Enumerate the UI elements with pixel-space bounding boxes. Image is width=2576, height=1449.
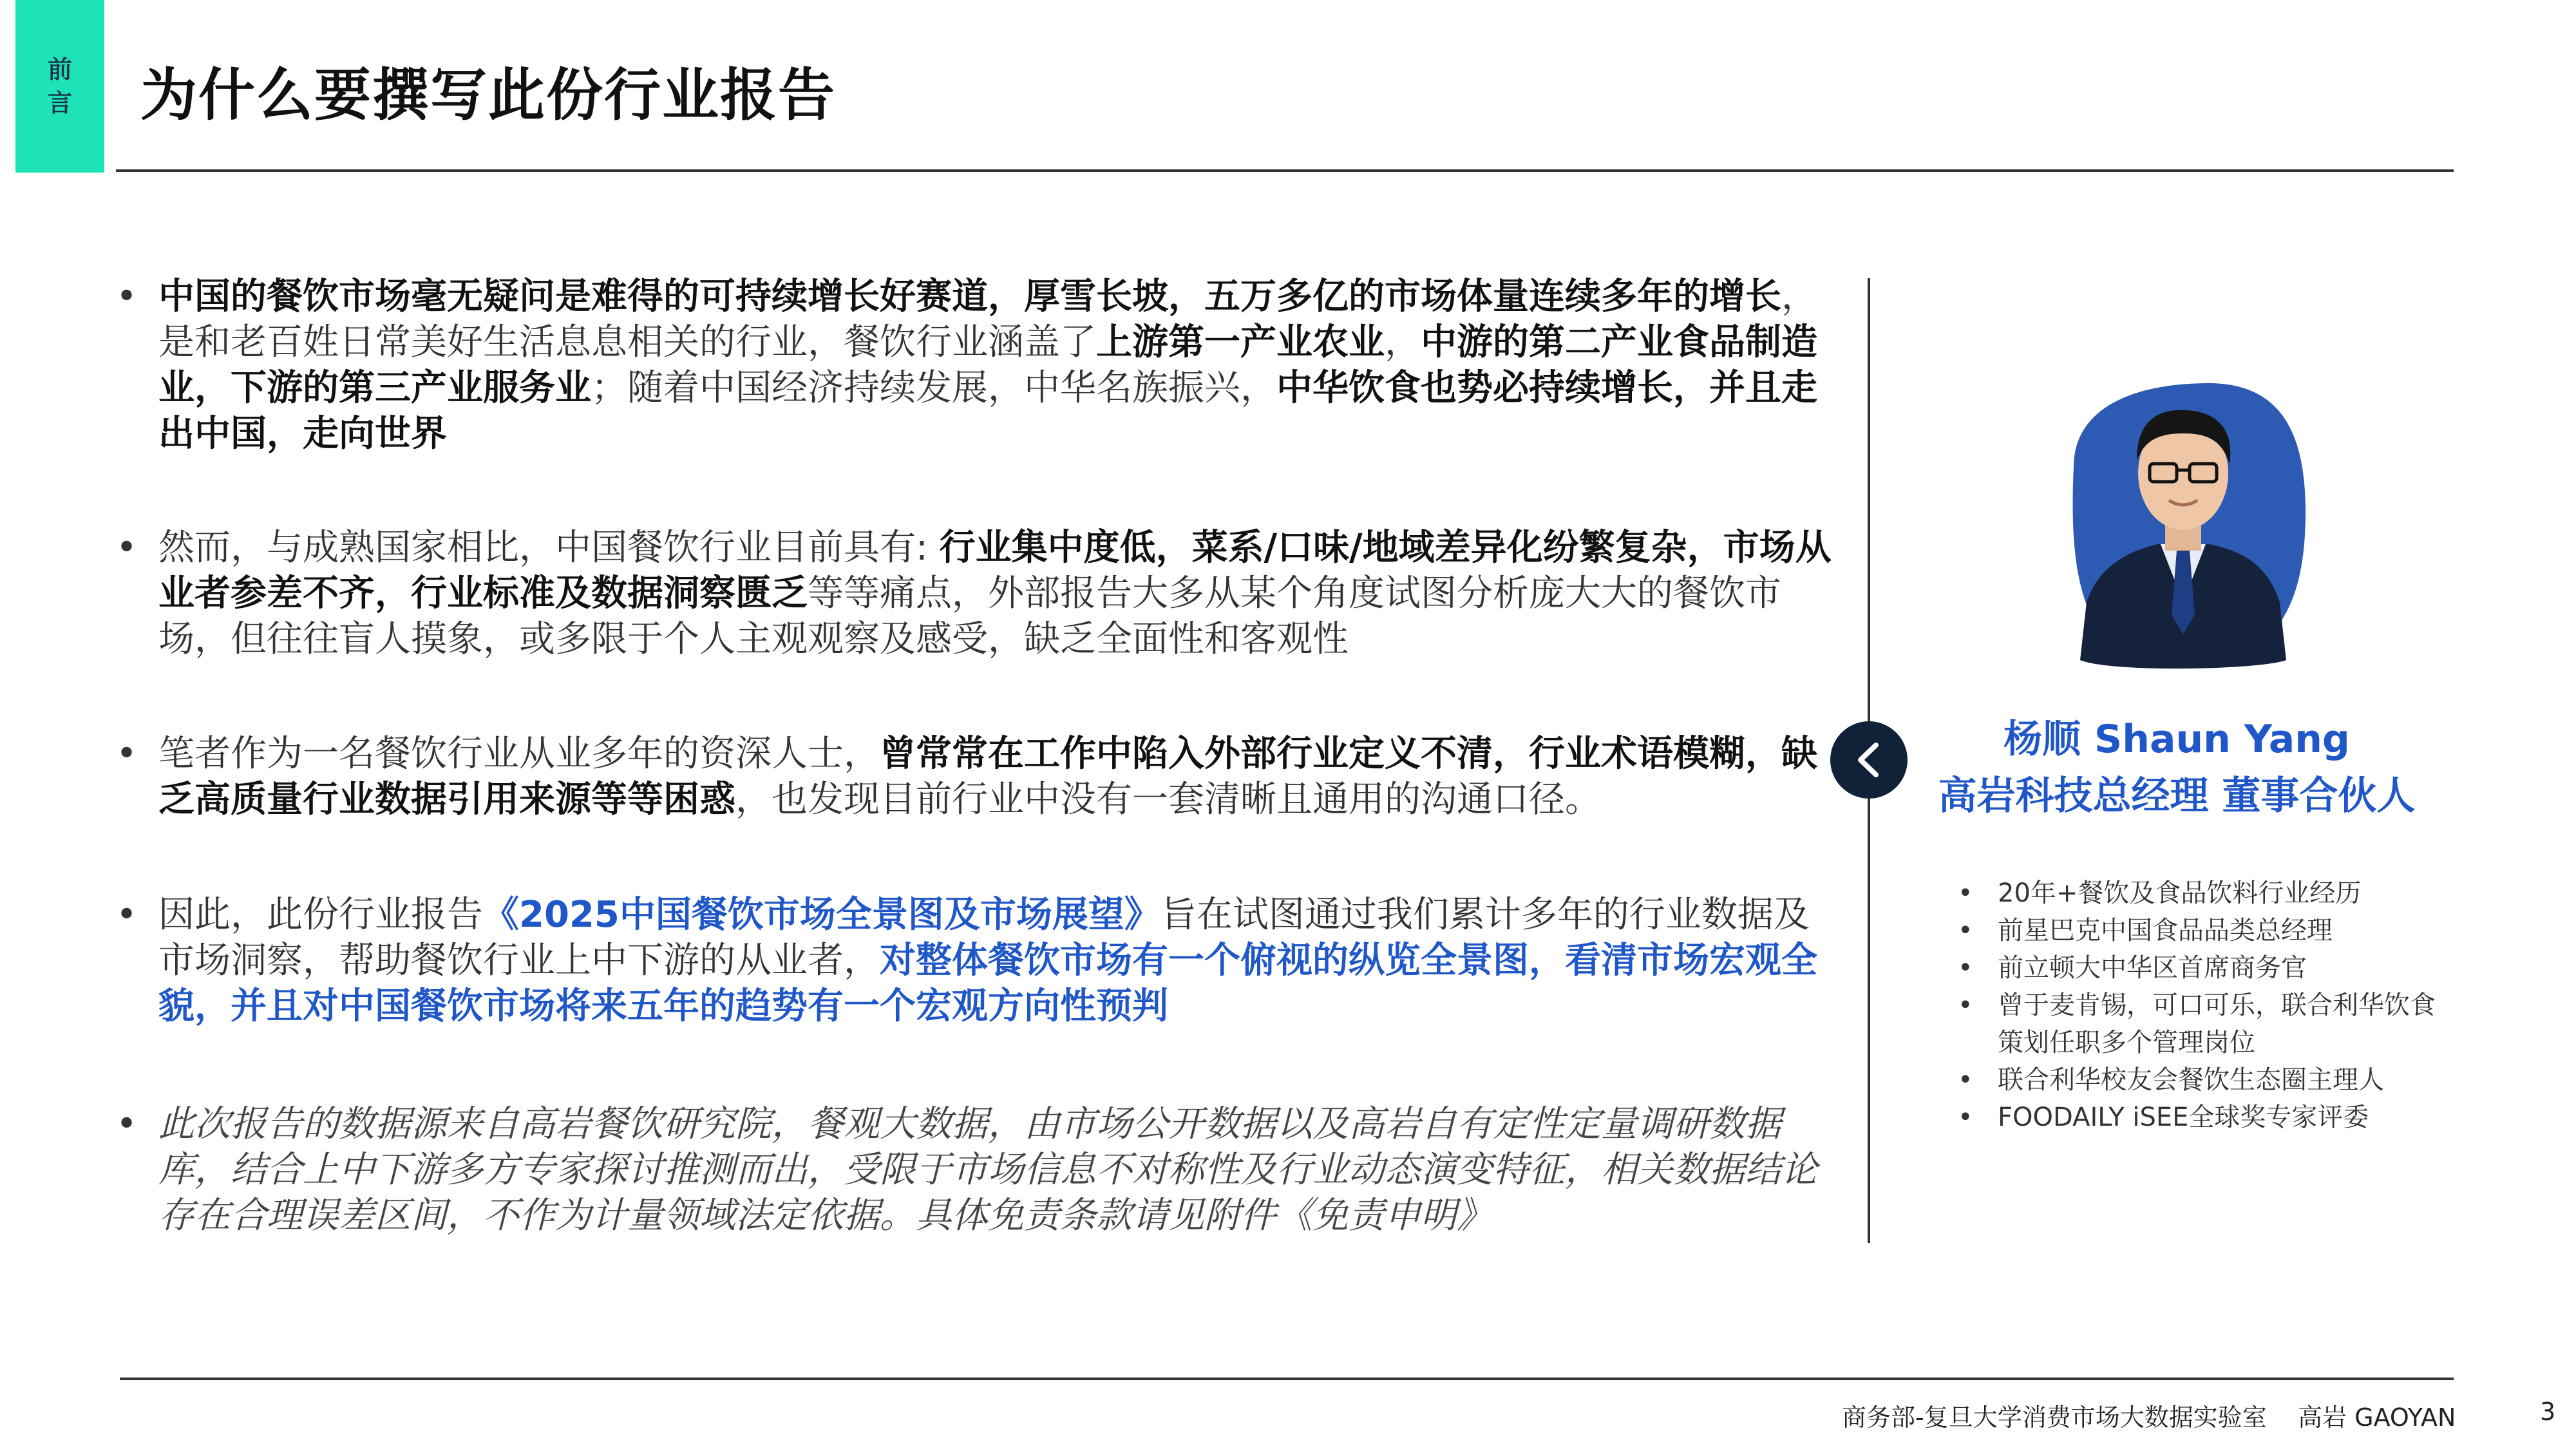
bullet-text-bold: 中游的第二产业食品制造业，下游的第三产业服务业: [158, 321, 1817, 409]
bullet-text: ，是和老百姓日常美好生活息息相关的行业，餐饮行业涵盖了: [158, 276, 1817, 363]
section-tag: [15, 0, 104, 173]
bullet-text-bold: 上游第一产业农业: [1096, 321, 1385, 363]
bullet-text: ，: [1385, 321, 1421, 363]
resume-item: • 前星巴克中国食品品类总经理: [1958, 912, 2447, 949]
profile-name: 杨顺 Shaun Yang: [2003, 717, 2350, 762]
footer-divider: [120, 1378, 2454, 1380]
profile-resume-list: [1958, 875, 2447, 1136]
bullet-text: 然而，与成熟国家相比，中国餐饮行业目前具有:: [158, 527, 940, 569]
bullet-item: [116, 274, 1833, 457]
disclaimer-text: 此次报告的数据源来自高岩餐饮研究院，餐观大数据，由市场公开数据以及高岩自有定性定量调研数据库，结合上中下游多方专家探讨推测而出，受限于市场信息不对称性及行业动态演变特征，相关数据结论存在合理误差区间，不作为计量领域法定依据。具体免责条款请见附件《免责申明》: [158, 1103, 1817, 1236]
resume-item: • 曾于麦肯锡，可口可乐，联合利华饮食策划任职多个管理岗位: [1958, 987, 2447, 1061]
footer-brand: 高岩 GAOYAN: [2298, 1403, 2456, 1432]
bullet-text: 旨在试图通过我们累计多年的行业数据及市场洞察，帮助餐饮行业上中下游的从业者，: [158, 894, 1810, 981]
resume-item: • 20年+餐饮及食品饮料行业经历: [1958, 875, 2447, 912]
bullet-text-bold: 曾常常在工作中陷入外部行业定义不清，行业术语模糊，缺乏高质量行业数据引用来源等等困惑: [158, 733, 1817, 820]
bullet-text-bold: 行业集中度低，菜系/口味/地域差异化纷繁复杂，市场从业者参差不齐，行业标准及数据洞察匮乏: [158, 527, 1832, 614]
bullet-text-bold: 中国的餐饮市场毫无疑问是难得的可持续增长好赛道，厚雪长坡，五万多亿的市场体量连续多年的增长: [158, 276, 1781, 317]
bullet-text: 因此，此份行业报告: [158, 894, 483, 936]
profile-role: 高岩科技总经理 董事合伙人: [1938, 773, 2416, 819]
header-divider: [116, 169, 2454, 172]
bullet-text: 笔者作为一名餐饮行业从业多年的资深人士，: [158, 733, 880, 775]
bullet-text-bold: 中华饮食也势必持续增长，并且走出中国，走向世界: [158, 367, 1817, 455]
footer-source-text: 商务部-复旦大学消费市场大数据实验室: [1842, 1403, 2267, 1432]
bullet-text-highlight: 对整体餐饮市场有一个俯视的纵览全景图，看清市场宏观全貌，并且对中国餐饮市场将来五年的趋势有一个宏观方向性预判: [158, 940, 1817, 1027]
bullet-item: [116, 525, 1833, 662]
resume-item: • 联合利华校友会餐饮生态圈主理人: [1958, 1061, 2447, 1099]
profile-photo: [2048, 357, 2318, 679]
page-title: 为什么要撰写此份行业报告: [140, 62, 837, 128]
bullet-item: [116, 892, 1833, 1029]
section-tag-bottom: 言: [47, 89, 72, 117]
report-title-link: 《2025中国餐饮市场全景图及市场展望》: [483, 894, 1160, 936]
bullet-item: [116, 731, 1833, 822]
chevron-left-icon: [1846, 737, 1891, 782]
page-number: 3: [2540, 1397, 2556, 1426]
footer-source: [1842, 1397, 2456, 1433]
bullet-text: ；随着中国经济持续发展，中华名族振兴，: [591, 367, 1276, 409]
bullet-item-disclaimer: [116, 1101, 1833, 1238]
resume-item: • FOODAILY iSEE全球奖专家评委: [1958, 1099, 2447, 1136]
resume-item: • 前立顿大中华区首席商务官: [1958, 949, 2447, 987]
section-tag-top: 前: [47, 55, 72, 84]
chevron-left-button[interactable]: [1830, 721, 1908, 799]
bullet-text: ，也发现目前行业中没有一套清晰且通用的沟通口径。: [735, 779, 1601, 820]
bullet-text: 等等痛点，外部报告大多从某个角度试图分析庞大大的餐饮市场，但往往盲人摸象，或多限于个人主观观察及感受，缺乏全面性和客观性: [158, 573, 1781, 660]
